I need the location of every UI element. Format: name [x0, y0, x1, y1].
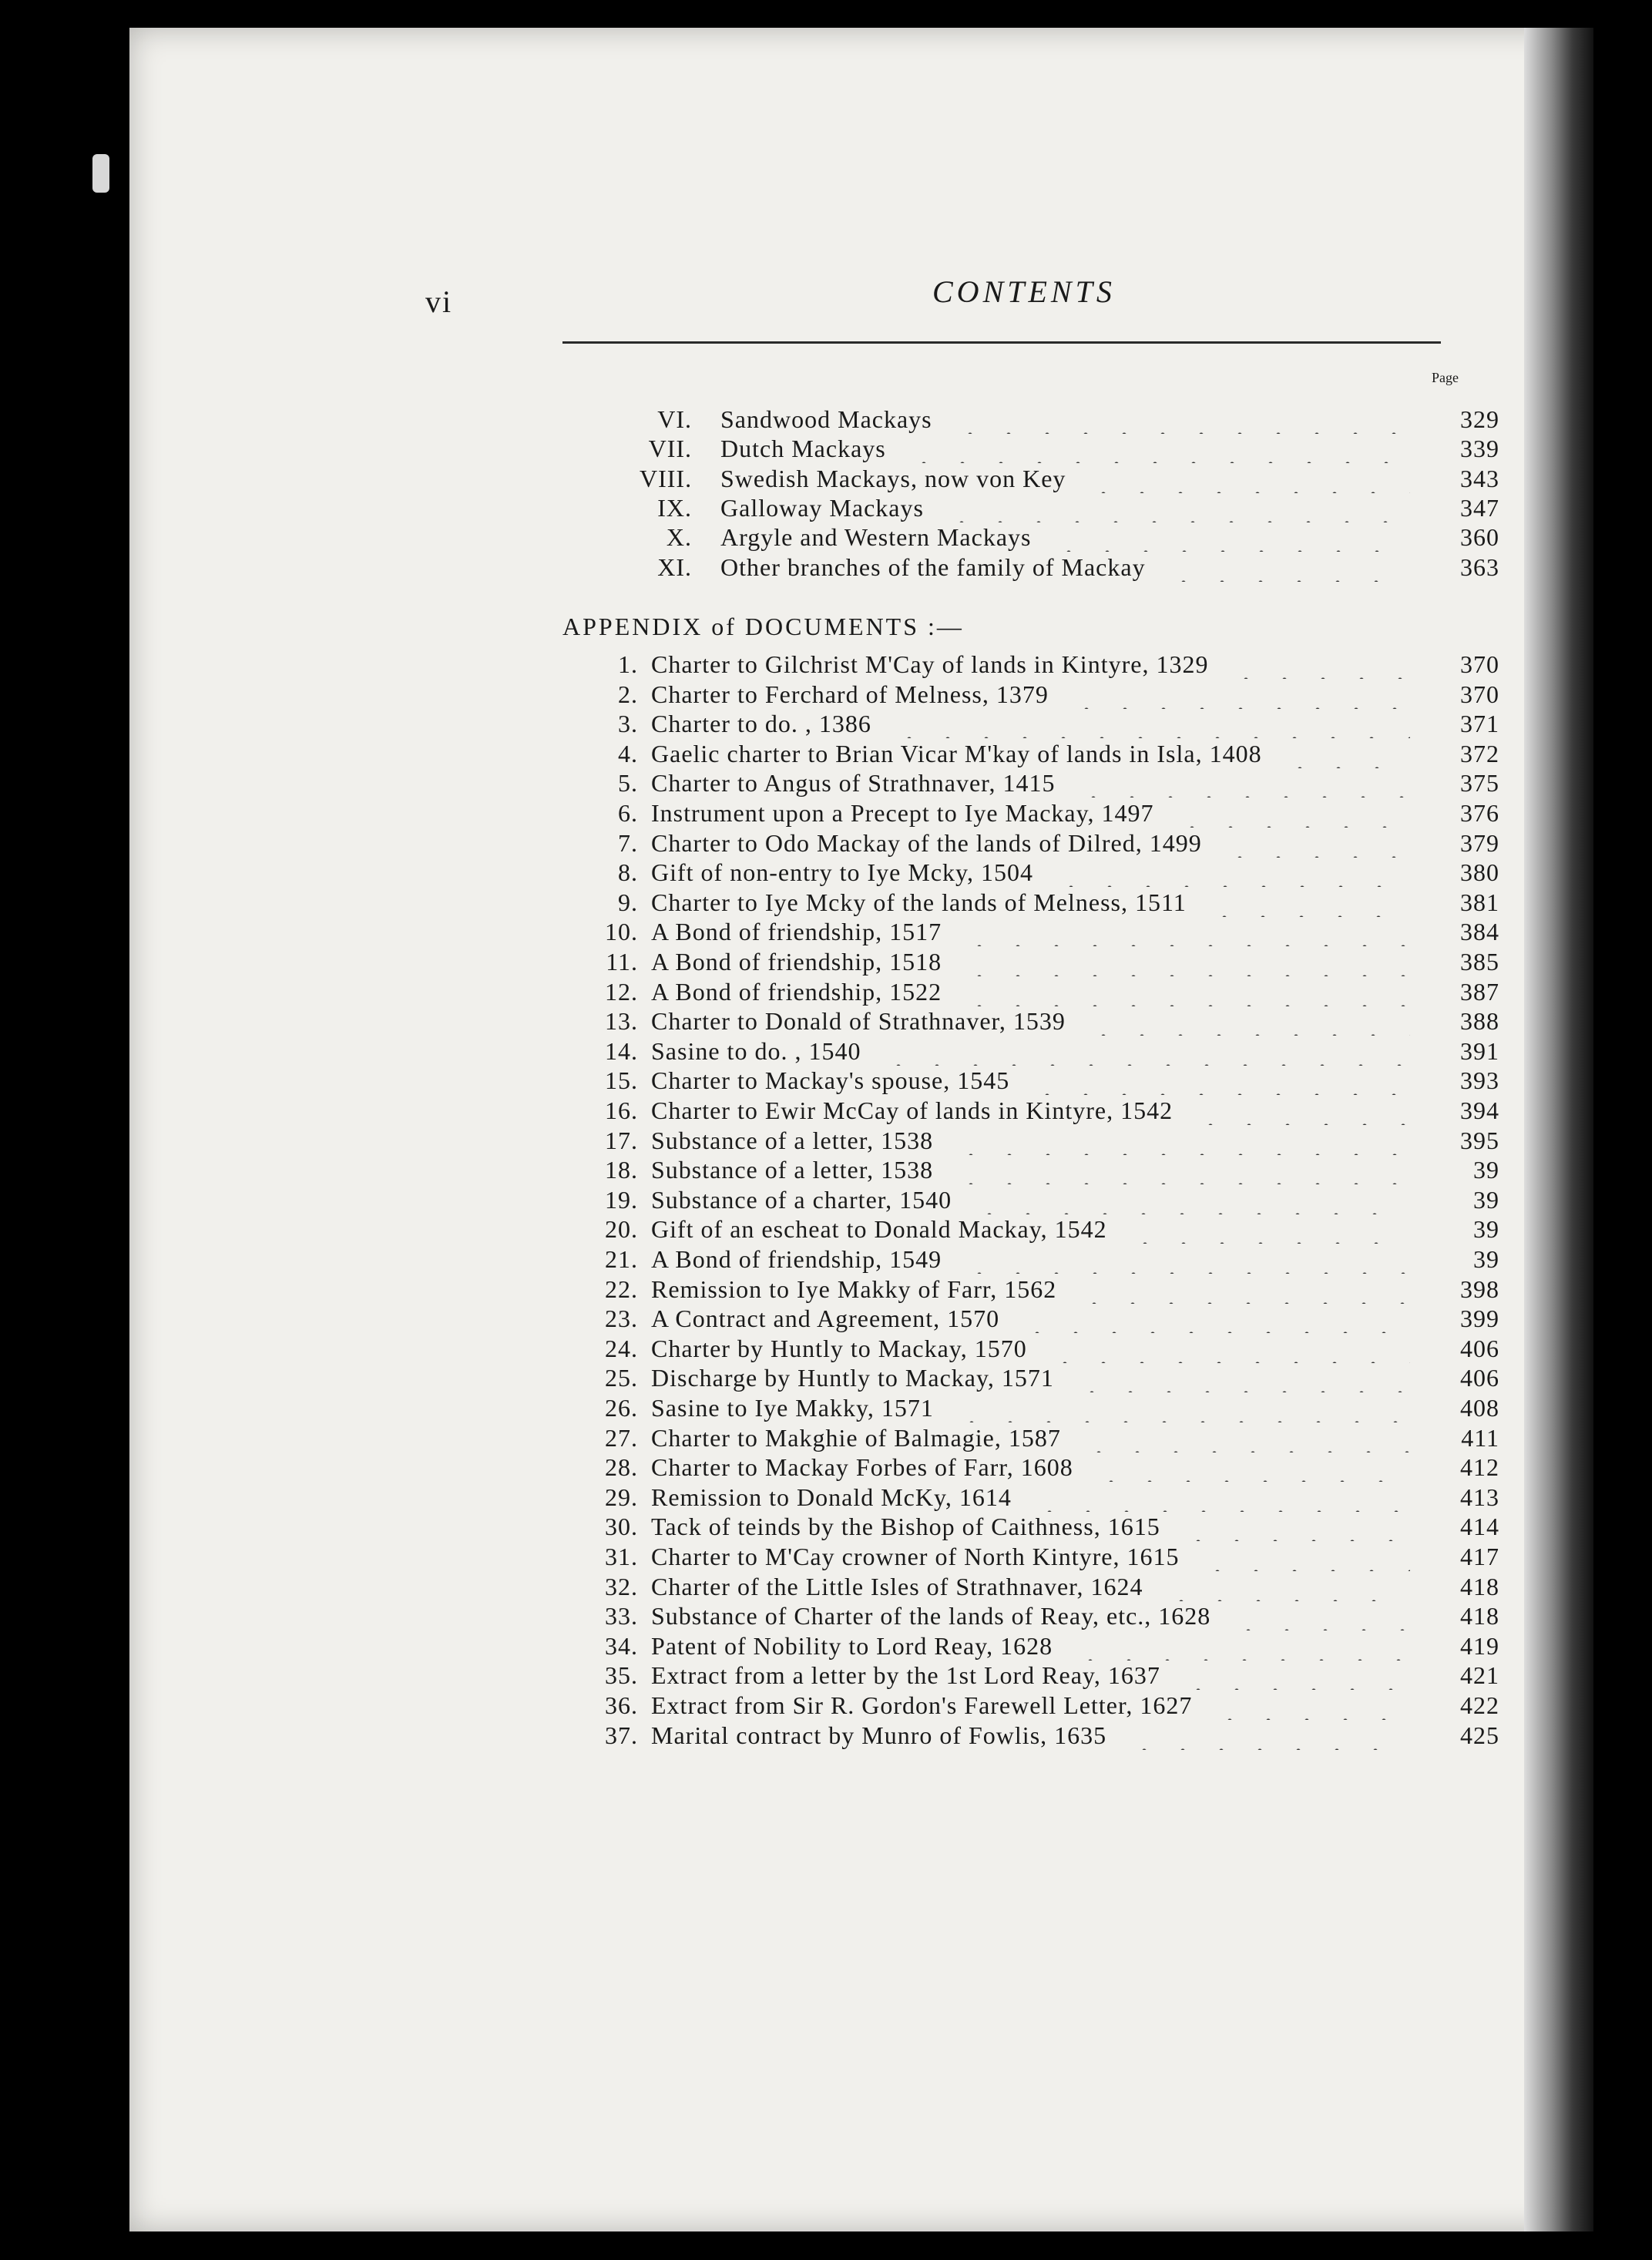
appendix-entry — [0, 1304, 1652, 1333]
entry-title: A Bond of friendship, 1522 — [651, 977, 942, 1006]
appendix-entry — [0, 1393, 1652, 1422]
entry-title: Galloway Mackays — [720, 493, 924, 522]
entry-page: 39 — [1473, 1245, 1499, 1273]
entry-number: 18. — [605, 1156, 638, 1184]
entry-page: 418 — [1460, 1602, 1499, 1630]
entry-title: Extract from a letter by the 1st Lord Reay, 1637 — [651, 1661, 1160, 1690]
appendix-entry — [0, 1512, 1652, 1541]
entry-title: Charter to Odo Mackay of the lands of Dilred, 1499 — [651, 828, 1202, 857]
dot-leader — [1179, 1661, 1410, 1690]
appendix-entry — [0, 1542, 1652, 1571]
appendix-entry — [0, 680, 1652, 709]
entry-page: 411 — [1461, 1423, 1499, 1452]
entry-title: Charter to do. , 1386 — [651, 710, 871, 738]
entry-number: 4. — [618, 739, 638, 767]
entry-number: 19. — [605, 1185, 638, 1214]
entry-number: 20. — [605, 1215, 638, 1244]
entry-number: 32. — [605, 1572, 638, 1600]
appendix-entry — [0, 1483, 1652, 1512]
appendix-entry — [0, 1334, 1652, 1363]
entry-number: 30. — [605, 1513, 638, 1541]
entry-page: 343 — [1460, 464, 1499, 492]
dot-leader — [970, 1185, 1410, 1214]
dot-leader — [1092, 1452, 1410, 1482]
entry-number: 16. — [605, 1096, 638, 1124]
entry-title: A Bond of friendship, 1549 — [651, 1245, 942, 1273]
entry-title: Charter to Ferchard of Melness, 1379 — [651, 680, 1049, 708]
entry-number: 28. — [605, 1453, 638, 1482]
entry-page: 372 — [1460, 739, 1499, 767]
entry-title: Extract from Sir R. Gordon's Farewell Letter, 1627 — [651, 1691, 1193, 1719]
appendix-entry — [0, 1214, 1652, 1244]
dot-leader — [1030, 1483, 1410, 1512]
appendix-entry — [0, 1572, 1652, 1601]
dot-leader — [1210, 1691, 1410, 1720]
appendix-entry — [0, 1423, 1652, 1452]
appendix-entry — [0, 768, 1652, 798]
entry-title: Sasine to Iye Makky, 1571 — [651, 1394, 934, 1422]
entry-number: 29. — [605, 1483, 638, 1511]
appendix-entry — [0, 709, 1652, 738]
entry-number: 23. — [605, 1305, 638, 1333]
dot-leader — [1125, 1721, 1410, 1750]
entry-number: 9. — [618, 888, 638, 916]
entry-title: Sasine to do. , 1540 — [651, 1036, 861, 1065]
entry-title: Instrument upon a Precept to Iye Mackay, 1497 — [651, 799, 1154, 827]
appendix-entry — [0, 650, 1652, 679]
appendix-entry — [0, 798, 1652, 828]
entry-title: Charter of the Little Isles of Strathnaver, 1624 — [651, 1572, 1143, 1600]
entry-title: Remission to Iye Makky of Farr, 1562 — [651, 1274, 1057, 1303]
entry-title: Charter to Iye Mcky of the lands of Melness, 1511 — [651, 888, 1187, 916]
entry-page: 406 — [1460, 1334, 1499, 1362]
entry-page: 417 — [1460, 1543, 1499, 1570]
running-head: CONTENTS — [932, 274, 1116, 309]
appendix-entry — [0, 1721, 1652, 1750]
header-rule — [562, 341, 1441, 344]
entry-title: Charter to Angus of Strathnaver, 1415 — [651, 769, 1056, 798]
entry-number: 25. — [605, 1364, 638, 1392]
entry-number: 35. — [605, 1661, 638, 1690]
appendix-entry — [0, 1452, 1652, 1482]
entry-page: 394 — [1460, 1096, 1499, 1124]
appendix-entry — [0, 1096, 1652, 1125]
section-entry — [0, 552, 1652, 582]
entry-title: Gift of an escheat to Donald Mackay, 1542 — [651, 1215, 1107, 1244]
entry-page: 412 — [1460, 1453, 1499, 1482]
entry-number: 37. — [605, 1721, 638, 1749]
appendix-heading: APPENDIX of DOCUMENTS :— — [562, 613, 964, 640]
entry-page: 370 — [1460, 680, 1499, 708]
entry-number: 1. — [618, 650, 638, 678]
dot-leader — [1173, 798, 1410, 828]
section-entry — [0, 464, 1652, 493]
entry-page: 419 — [1460, 1631, 1499, 1660]
entry-page: 379 — [1460, 828, 1499, 857]
dot-leader — [1075, 1274, 1410, 1304]
dot-leader — [1067, 680, 1410, 709]
entry-title: Charter to Makghie of Balmagie, 1587 — [651, 1423, 1061, 1452]
dot-leader — [1179, 1512, 1410, 1541]
entry-number: VII. — [648, 435, 692, 463]
appendix-entry — [0, 888, 1652, 917]
dot-leader — [1126, 1214, 1410, 1244]
entry-number: 6. — [618, 799, 638, 827]
dot-leader — [890, 709, 1410, 738]
appendix-entry — [0, 947, 1652, 976]
entry-title: Substance of Charter of the lands of Reay, etc., 1628 — [651, 1602, 1211, 1630]
appendix-entry — [0, 1274, 1652, 1304]
dot-leader — [1084, 1006, 1410, 1036]
entry-title: Charter to Gilchrist M'Cay of lands in Kintyre, 1329 — [651, 650, 1209, 678]
dot-leader — [1205, 888, 1410, 917]
dot-leader — [1080, 1423, 1410, 1452]
entry-page: 387 — [1460, 977, 1499, 1006]
entry-number: 21. — [605, 1245, 638, 1273]
appendix-entry — [0, 1006, 1652, 1036]
entry-title: Other branches of the family of Mackay — [720, 552, 1146, 581]
entry-title: Dutch Mackays — [720, 435, 886, 463]
entry-page: 425 — [1460, 1721, 1499, 1749]
entry-title: A Bond of friendship, 1518 — [651, 948, 942, 976]
entry-title: Argyle and Western Mackays — [720, 523, 1032, 552]
entry-page: 422 — [1460, 1691, 1499, 1719]
entry-number: 24. — [605, 1334, 638, 1362]
entry-number: 11. — [606, 948, 638, 976]
entry-page: 381 — [1460, 888, 1499, 916]
dot-leader — [1049, 522, 1410, 552]
appendix-entry — [0, 1244, 1652, 1274]
entry-number: 33. — [605, 1602, 638, 1630]
entry-page: 329 — [1460, 405, 1499, 433]
appendix-entry — [0, 828, 1652, 858]
dot-leader — [1084, 464, 1410, 493]
entry-page: 399 — [1460, 1305, 1499, 1333]
dot-leader — [952, 1126, 1410, 1155]
dot-leader — [1191, 1096, 1410, 1125]
entry-page: 375 — [1460, 769, 1499, 798]
entry-number: 26. — [605, 1394, 638, 1422]
dot-leader — [1281, 739, 1410, 768]
entry-title: Gaelic charter to Brian Vicar M'kay of lands in Isla, 1408 — [651, 739, 1262, 767]
entry-page: 398 — [1460, 1274, 1499, 1303]
appendix-entry — [0, 917, 1652, 946]
entry-number: 14. — [605, 1036, 638, 1065]
entry-number: 2. — [618, 680, 638, 708]
dot-leader — [1164, 552, 1410, 582]
entry-page: 339 — [1460, 435, 1499, 463]
entry-number: 12. — [605, 977, 638, 1006]
entry-title: Substance of a charter, 1540 — [651, 1185, 952, 1214]
page-number: vi — [425, 284, 453, 319]
dot-leader — [1046, 1334, 1410, 1363]
entry-number: X. — [666, 523, 692, 552]
entry-number: 8. — [618, 858, 638, 887]
section-entry — [0, 522, 1652, 552]
entry-page: 385 — [1460, 948, 1499, 976]
entry-number: 13. — [605, 1007, 638, 1036]
entry-number: 17. — [605, 1126, 638, 1154]
entry-page: 391 — [1460, 1036, 1499, 1065]
dot-leader — [905, 434, 1410, 463]
entry-title: Swedish Mackays, now von Key — [720, 464, 1066, 492]
entry-page: 371 — [1460, 710, 1499, 738]
entry-number: XI. — [657, 552, 692, 581]
entry-page: 360 — [1460, 523, 1499, 552]
entry-page: 39 — [1473, 1156, 1499, 1184]
page-column-label: Page — [1432, 370, 1459, 385]
dot-leader — [1162, 1572, 1410, 1601]
entry-page: 376 — [1460, 799, 1499, 827]
entry-page: 408 — [1460, 1394, 1499, 1422]
entry-number: 36. — [605, 1691, 638, 1719]
entry-number: IX. — [657, 493, 692, 522]
entry-title: Marital contract by Munro of Fowlis, 1635 — [651, 1721, 1107, 1749]
entry-number: 22. — [605, 1274, 638, 1303]
dot-leader — [1028, 1066, 1410, 1095]
appendix-entry — [0, 1601, 1652, 1630]
dot-leader — [960, 977, 1410, 1006]
dot-leader — [960, 1244, 1410, 1274]
appendix-entry — [0, 1066, 1652, 1095]
entry-page: 393 — [1460, 1066, 1499, 1095]
dot-leader — [1074, 768, 1410, 798]
entry-page: 363 — [1460, 552, 1499, 581]
entry-title: Discharge by Huntly to Mackay, 1571 — [651, 1364, 1054, 1392]
entry-title: A Contract and Agreement, 1570 — [651, 1305, 1000, 1333]
entry-number: 15. — [605, 1066, 638, 1095]
entry-title: Tack of teinds by the Bishop of Caithness, 1615 — [651, 1513, 1160, 1541]
entry-title: Charter to Donald of Strathnaver, 1539 — [651, 1007, 1066, 1036]
margin-mark — [92, 154, 109, 193]
entry-number: VIII. — [640, 464, 693, 492]
entry-title: Patent of Nobility to Lord Reay, 1628 — [651, 1631, 1053, 1660]
entry-number: 7. — [618, 828, 638, 857]
appendix-entry — [0, 1691, 1652, 1720]
dot-leader — [1018, 1304, 1410, 1333]
dot-leader — [1229, 1601, 1410, 1630]
dot-leader — [960, 917, 1410, 946]
dot-leader — [951, 405, 1410, 434]
dot-leader — [942, 493, 1410, 522]
dot-leader — [1227, 650, 1410, 679]
dot-leader — [879, 1036, 1410, 1066]
appendix-entry — [0, 1155, 1652, 1184]
appendix-entry — [0, 977, 1652, 1006]
dot-leader — [1198, 1542, 1410, 1571]
entry-page: 418 — [1460, 1572, 1499, 1600]
entry-number: 34. — [605, 1631, 638, 1660]
dot-leader — [1071, 1631, 1410, 1661]
appendix-entry — [0, 1661, 1652, 1690]
entry-title: Substance of a letter, 1538 — [651, 1156, 934, 1184]
entry-page: 347 — [1460, 493, 1499, 522]
entry-title: A Bond of friendship, 1517 — [651, 918, 942, 946]
entry-title: Substance of a letter, 1538 — [651, 1126, 934, 1154]
section-entry — [0, 434, 1652, 463]
entry-page: 39 — [1473, 1215, 1499, 1244]
dot-leader — [960, 947, 1410, 976]
section-entry — [0, 405, 1652, 434]
entry-number: 10. — [605, 918, 638, 946]
entry-page: 388 — [1460, 1007, 1499, 1036]
appendix-entry — [0, 1036, 1652, 1066]
dot-leader — [1221, 828, 1410, 858]
entry-page: 380 — [1460, 858, 1499, 887]
appendix-entry — [0, 1363, 1652, 1392]
entry-number: 27. — [605, 1423, 638, 1452]
entry-number: VI. — [657, 405, 692, 433]
entry-title: Sandwood Mackays — [720, 405, 932, 433]
entry-title: Charter to Mackay's spouse, 1545 — [651, 1066, 1010, 1095]
entry-number: 3. — [618, 710, 638, 738]
dot-leader — [1073, 1363, 1410, 1392]
entry-page: 413 — [1460, 1483, 1499, 1511]
appendix-entry — [0, 858, 1652, 887]
entry-page: 395 — [1460, 1126, 1499, 1154]
appendix-entry — [0, 1126, 1652, 1155]
entry-page: 421 — [1460, 1661, 1499, 1690]
dot-leader — [952, 1393, 1410, 1422]
entry-number: 31. — [605, 1543, 638, 1570]
entry-title: Charter to M'Cay crowner of North Kintyre, 1615 — [651, 1543, 1180, 1570]
appendix-entry — [0, 1631, 1652, 1661]
appendix-entry — [0, 739, 1652, 768]
entry-page: 370 — [1460, 650, 1499, 678]
entry-page: 406 — [1460, 1364, 1499, 1392]
section-entry — [0, 493, 1652, 522]
entry-page: 39 — [1473, 1185, 1499, 1214]
entry-title: Charter to Ewir McCay of lands in Kintyre, 1542 — [651, 1096, 1174, 1124]
entry-page: 384 — [1460, 918, 1499, 946]
entry-page: 414 — [1460, 1513, 1499, 1541]
entry-title: Charter to Mackay Forbes of Farr, 1608 — [651, 1453, 1073, 1482]
entry-number: 5. — [618, 769, 638, 798]
entry-title: Charter by Huntly to Mackay, 1570 — [651, 1334, 1027, 1362]
dot-leader — [1052, 858, 1410, 887]
entry-title: Remission to Donald McKy, 1614 — [651, 1483, 1012, 1511]
entry-title: Gift of non-entry to Iye Mcky, 1504 — [651, 858, 1033, 887]
appendix-entry — [0, 1185, 1652, 1214]
dot-leader — [952, 1155, 1410, 1184]
